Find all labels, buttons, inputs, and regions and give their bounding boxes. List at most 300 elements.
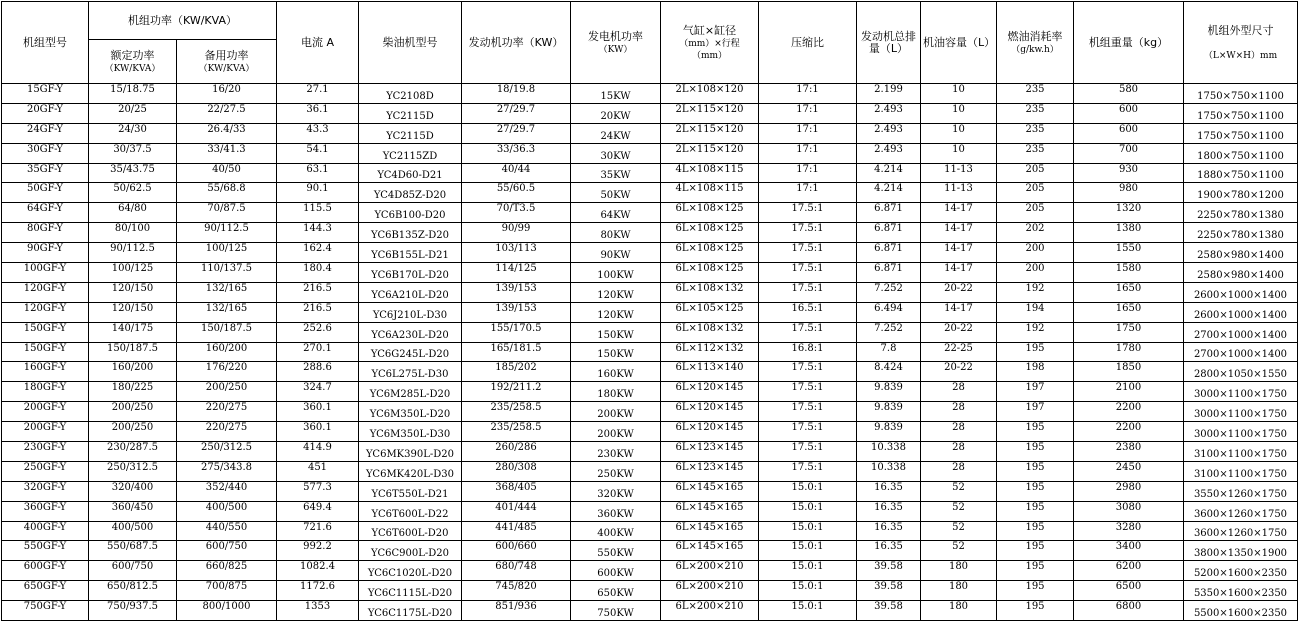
cell-alt: 20KW [571, 103, 661, 123]
cell-oil: 20-22 [921, 322, 997, 342]
cell-oil: 11-13 [921, 183, 997, 203]
cell-ratio: 17.5:1 [759, 203, 857, 223]
header-row-1 [2, 2, 1298, 40]
cell-current: 451 [277, 461, 359, 481]
table-row [2, 243, 1298, 263]
cell-engine-power: 235/258.5 [462, 422, 571, 442]
cell-engine: YC6M350L-D30 [359, 422, 462, 442]
cell-engine-power: 155/170.5 [462, 322, 571, 342]
cell-standby: 33/41.3 [177, 143, 277, 163]
cell-model: 90GF-Y [2, 243, 89, 263]
cell-alt: 64KW [571, 203, 661, 223]
cell-engine-power: 280/308 [462, 461, 571, 481]
table-row [2, 481, 1298, 501]
cell-current: 577.3 [277, 481, 359, 501]
cell-standby: 100/125 [177, 243, 277, 263]
cell-dims: 1750×750×1100 [1184, 84, 1298, 104]
table-row [2, 143, 1298, 163]
cell-model: 400GF-Y [2, 521, 89, 541]
cell-alt: 160KW [571, 362, 661, 382]
cell-current: 36.1 [277, 103, 359, 123]
cell-bore: 6L×120×145 [661, 402, 759, 422]
cell-engine: YC2115D [359, 103, 462, 123]
cell-engine-power: 680/748 [462, 561, 571, 581]
cell-current: 27.1 [277, 84, 359, 104]
cell-weight: 1320 [1074, 203, 1184, 223]
cell-standby: 700/875 [177, 581, 277, 601]
cell-alt: 35KW [571, 163, 661, 183]
cell-alt: 650KW [571, 581, 661, 601]
cell-ratio: 17.5:1 [759, 382, 857, 402]
cell-standby: 16/20 [177, 84, 277, 104]
cell-standby: 200/250 [177, 382, 277, 402]
cell-model: 550GF-Y [2, 541, 89, 561]
cell-engine: YC6A210L-D20 [359, 282, 462, 302]
cell-dims: 5200×1600×2350 [1184, 561, 1298, 581]
cell-oil: 180 [921, 581, 997, 601]
cell-disp: 10.338 [857, 442, 921, 462]
cell-standby: 22/27.5 [177, 103, 277, 123]
cell-model: 35GF-Y [2, 163, 89, 183]
header-current: 电流 A [277, 2, 359, 84]
cell-dims: 2600×1000×1400 [1184, 282, 1298, 302]
cell-oil: 28 [921, 402, 997, 422]
cell-engine: YC2115ZD [359, 143, 462, 163]
cell-disp: 2.199 [857, 84, 921, 104]
cell-engine: YC6B170L-D20 [359, 263, 462, 283]
cell-fuel: 195 [997, 601, 1074, 621]
cell-oil: 22-25 [921, 342, 997, 362]
cell-bore: 6L×108×125 [661, 263, 759, 283]
header-model: 机组型号 [2, 2, 89, 84]
cell-weight: 1650 [1074, 302, 1184, 322]
cell-oil: 52 [921, 541, 997, 561]
cell-fuel: 195 [997, 422, 1074, 442]
cell-bore: 6L×120×145 [661, 422, 759, 442]
cell-oil: 28 [921, 442, 997, 462]
cell-disp: 16.35 [857, 481, 921, 501]
cell-ratio: 17:1 [759, 163, 857, 183]
cell-ratio: 17:1 [759, 84, 857, 104]
cell-ratio: 15.0:1 [759, 521, 857, 541]
cell-oil: 14-17 [921, 203, 997, 223]
cell-engine: YC6L275L-D30 [359, 362, 462, 382]
cell-bore: 6L×145×165 [661, 481, 759, 501]
cell-dims: 1880×750×1100 [1184, 163, 1298, 183]
cell-engine: YC6MK420L-D30 [359, 461, 462, 481]
cell-current: 162.4 [277, 243, 359, 263]
cell-rated: 120/150 [89, 302, 177, 322]
cell-model: 120GF-Y [2, 302, 89, 322]
cell-current: 1353 [277, 601, 359, 621]
cell-engine: YC6C1175L-D20 [359, 601, 462, 621]
cell-ratio: 17.5:1 [759, 402, 857, 422]
cell-fuel: 205 [997, 163, 1074, 183]
cell-bore: 2L×108×120 [661, 84, 759, 104]
cell-fuel: 192 [997, 322, 1074, 342]
cell-dims: 3000×1100×1750 [1184, 382, 1298, 402]
table-row [2, 342, 1298, 362]
cell-standby: 352/440 [177, 481, 277, 501]
cell-fuel: 197 [997, 402, 1074, 422]
cell-engine: YC2108D [359, 84, 462, 104]
cell-alt: 200KW [571, 402, 661, 422]
cell-dims: 1800×750×1100 [1184, 143, 1298, 163]
header-engine-power: 发动机功率（KW） [462, 2, 571, 84]
cell-weight: 2200 [1074, 422, 1184, 442]
cell-rated: 250/312.5 [89, 461, 177, 481]
cell-bore: 6L×120×145 [661, 382, 759, 402]
cell-dims: 3000×1100×1750 [1184, 402, 1298, 422]
cell-fuel: 194 [997, 302, 1074, 322]
table-row [2, 84, 1298, 104]
cell-bore: 6L×108×132 [661, 282, 759, 302]
cell-disp: 6.871 [857, 223, 921, 243]
cell-bore: 6L×105×125 [661, 302, 759, 322]
cell-dims: 2800×1050×1550 [1184, 362, 1298, 382]
cell-disp: 16.35 [857, 541, 921, 561]
header-standby-power: 备用功率 （KW/KVA） [177, 40, 277, 84]
cell-current: 1172.6 [277, 581, 359, 601]
cell-rated: 30/37.5 [89, 143, 177, 163]
cell-weight: 1780 [1074, 342, 1184, 362]
table-row [2, 442, 1298, 462]
cell-fuel: 205 [997, 183, 1074, 203]
cell-weight: 930 [1074, 163, 1184, 183]
header-compression: 压缩比 [759, 2, 857, 84]
cell-weight: 6500 [1074, 581, 1184, 601]
cell-ratio: 17.5:1 [759, 263, 857, 283]
cell-engine-power: 40/44 [462, 163, 571, 183]
cell-engine-power: 27/29.7 [462, 103, 571, 123]
table-row [2, 362, 1298, 382]
table-row [2, 223, 1298, 243]
header-weight: 机组重量（kg） [1074, 2, 1184, 84]
cell-model: 600GF-Y [2, 561, 89, 581]
cell-dims: 3100×1100×1750 [1184, 461, 1298, 481]
cell-current: 649.4 [277, 501, 359, 521]
cell-rated: 15/18.75 [89, 84, 177, 104]
cell-alt: 360KW [571, 501, 661, 521]
cell-weight: 600 [1074, 103, 1184, 123]
cell-current: 43.3 [277, 123, 359, 143]
cell-fuel: 205 [997, 203, 1074, 223]
cell-standby: 150/187.5 [177, 322, 277, 342]
table-row [2, 183, 1298, 203]
cell-fuel: 195 [997, 521, 1074, 541]
cell-disp: 7.8 [857, 342, 921, 362]
table-row [2, 402, 1298, 422]
cell-alt: 600KW [571, 561, 661, 581]
cell-alt: 750KW [571, 601, 661, 621]
cell-rated: 100/125 [89, 263, 177, 283]
cell-oil: 14-17 [921, 223, 997, 243]
cell-dims: 2250×780×1380 [1184, 223, 1298, 243]
cell-rated: 750/937.5 [89, 601, 177, 621]
cell-weight: 3080 [1074, 501, 1184, 521]
cell-oil: 11-13 [921, 163, 997, 183]
cell-model: 750GF-Y [2, 601, 89, 621]
cell-engine: YC6M285L-D20 [359, 382, 462, 402]
cell-bore: 6L×123×145 [661, 442, 759, 462]
cell-ratio: 15.0:1 [759, 601, 857, 621]
cell-ratio: 16.5:1 [759, 302, 857, 322]
cell-alt: 550KW [571, 541, 661, 561]
cell-engine: YC6C1115L-D20 [359, 581, 462, 601]
cell-model: 80GF-Y [2, 223, 89, 243]
cell-dims: 2580×980×1400 [1184, 263, 1298, 283]
header-engine-model: 柴油机型号 [359, 2, 462, 84]
cell-bore: 6L×112×132 [661, 342, 759, 362]
cell-engine: YC6M350L-D20 [359, 402, 462, 422]
cell-oil: 180 [921, 561, 997, 581]
cell-oil: 10 [921, 123, 997, 143]
cell-standby: 132/165 [177, 302, 277, 322]
table-row [2, 541, 1298, 561]
cell-dims: 1750×750×1100 [1184, 123, 1298, 143]
table-row [2, 561, 1298, 581]
cell-alt: 50KW [571, 183, 661, 203]
cell-model: 100GF-Y [2, 263, 89, 283]
table-body [2, 84, 1298, 621]
cell-alt: 120KW [571, 302, 661, 322]
table-row [2, 163, 1298, 183]
cell-oil: 180 [921, 601, 997, 621]
cell-engine: YC6T550L-D21 [359, 481, 462, 501]
cell-fuel: 195 [997, 461, 1074, 481]
cell-alt: 90KW [571, 243, 661, 263]
cell-ratio: 15.0:1 [759, 581, 857, 601]
cell-standby: 800/1000 [177, 601, 277, 621]
cell-rated: 90/112.5 [89, 243, 177, 263]
cell-rated: 150/187.5 [89, 342, 177, 362]
cell-dims: 2600×1000×1400 [1184, 302, 1298, 322]
table-row [2, 203, 1298, 223]
cell-ratio: 17.5:1 [759, 322, 857, 342]
cell-weight: 1850 [1074, 362, 1184, 382]
cell-weight: 980 [1074, 183, 1184, 203]
cell-weight: 3280 [1074, 521, 1184, 541]
cell-bore: 2L×115×120 [661, 143, 759, 163]
cell-weight: 700 [1074, 143, 1184, 163]
header-power-group: 机组功率（KW/KVA） [89, 2, 277, 40]
cell-ratio: 17:1 [759, 103, 857, 123]
cell-disp: 6.871 [857, 263, 921, 283]
cell-engine-power: 165/181.5 [462, 342, 571, 362]
cell-model: 24GF-Y [2, 123, 89, 143]
cell-ratio: 17.5:1 [759, 223, 857, 243]
cell-rated: 360/450 [89, 501, 177, 521]
cell-current: 180.4 [277, 263, 359, 283]
cell-alt: 400KW [571, 521, 661, 541]
cell-oil: 28 [921, 461, 997, 481]
cell-disp: 6.494 [857, 302, 921, 322]
cell-ratio: 15.0:1 [759, 501, 857, 521]
cell-bore: 4L×108×115 [661, 163, 759, 183]
table-row [2, 263, 1298, 283]
cell-current: 288.6 [277, 362, 359, 382]
cell-bore: 6L×200×210 [661, 561, 759, 581]
cell-oil: 52 [921, 481, 997, 501]
cell-standby: 250/312.5 [177, 442, 277, 462]
cell-engine-power: 70/T3.5 [462, 203, 571, 223]
cell-disp: 2.493 [857, 143, 921, 163]
cell-current: 216.5 [277, 302, 359, 322]
cell-bore: 6L×108×125 [661, 223, 759, 243]
cell-disp: 39.58 [857, 581, 921, 601]
cell-ratio: 17.5:1 [759, 282, 857, 302]
cell-oil: 28 [921, 382, 997, 402]
cell-disp: 16.35 [857, 501, 921, 521]
cell-fuel: 195 [997, 501, 1074, 521]
cell-ratio: 15.0:1 [759, 541, 857, 561]
cell-alt: 24KW [571, 123, 661, 143]
cell-rated: 600/750 [89, 561, 177, 581]
cell-rated: 160/200 [89, 362, 177, 382]
header-rated-power: 额定功率 （KW/KVA） [89, 40, 177, 84]
cell-engine-power: 745/820 [462, 581, 571, 601]
cell-current: 252.6 [277, 322, 359, 342]
cell-weight: 6800 [1074, 601, 1184, 621]
cell-oil: 28 [921, 422, 997, 442]
table-row [2, 123, 1298, 143]
cell-fuel: 235 [997, 84, 1074, 104]
cell-ratio: 17.5:1 [759, 362, 857, 382]
cell-engine-power: 103/113 [462, 243, 571, 263]
cell-bore: 6L×108×132 [661, 322, 759, 342]
cell-engine-power: 401/444 [462, 501, 571, 521]
cell-rated: 400/500 [89, 521, 177, 541]
cell-rated: 35/43.75 [89, 163, 177, 183]
cell-current: 54.1 [277, 143, 359, 163]
cell-engine-power: 139/153 [462, 282, 571, 302]
cell-standby: 275/343.8 [177, 461, 277, 481]
cell-standby: 660/825 [177, 561, 277, 581]
cell-dims: 5500×1600×2350 [1184, 601, 1298, 621]
cell-bore: 6L×145×165 [661, 501, 759, 521]
cell-alt: 120KW [571, 282, 661, 302]
cell-standby: 600/750 [177, 541, 277, 561]
cell-alt: 150KW [571, 322, 661, 342]
cell-engine: YC6A230L-D20 [359, 322, 462, 342]
cell-alt: 15KW [571, 84, 661, 104]
cell-dims: 2580×980×1400 [1184, 243, 1298, 263]
cell-disp: 7.252 [857, 322, 921, 342]
cell-fuel: 202 [997, 223, 1074, 243]
cell-alt: 80KW [571, 223, 661, 243]
cell-engine: YC6MK390L-D20 [359, 442, 462, 462]
cell-weight: 3400 [1074, 541, 1184, 561]
cell-standby: 160/200 [177, 342, 277, 362]
cell-engine-power: 185/202 [462, 362, 571, 382]
table-row [2, 581, 1298, 601]
cell-oil: 20-22 [921, 282, 997, 302]
cell-disp: 4.214 [857, 163, 921, 183]
cell-fuel: 195 [997, 541, 1074, 561]
cell-standby: 440/550 [177, 521, 277, 541]
cell-standby: 90/112.5 [177, 223, 277, 243]
cell-rated: 200/250 [89, 402, 177, 422]
cell-bore: 6L×108×125 [661, 243, 759, 263]
cell-bore: 6L×145×165 [661, 521, 759, 541]
cell-ratio: 17.5:1 [759, 243, 857, 263]
cell-engine: YC6B100-D20 [359, 203, 462, 223]
cell-model: 64GF-Y [2, 203, 89, 223]
cell-disp: 9.839 [857, 402, 921, 422]
cell-ratio: 17:1 [759, 143, 857, 163]
cell-disp: 8.424 [857, 362, 921, 382]
cell-alt: 230KW [571, 442, 661, 462]
cell-alt: 180KW [571, 382, 661, 402]
cell-rated: 320/400 [89, 481, 177, 501]
cell-model: 150GF-Y [2, 342, 89, 362]
cell-fuel: 235 [997, 123, 1074, 143]
cell-model: 200GF-Y [2, 422, 89, 442]
cell-ratio: 17:1 [759, 123, 857, 143]
cell-rated: 24/30 [89, 123, 177, 143]
cell-standby: 400/500 [177, 501, 277, 521]
cell-standby: 70/87.5 [177, 203, 277, 223]
cell-standby: 40/50 [177, 163, 277, 183]
cell-rated: 140/175 [89, 322, 177, 342]
cell-alt: 150KW [571, 342, 661, 362]
table-row [2, 501, 1298, 521]
cell-engine-power: 600/660 [462, 541, 571, 561]
table-row [2, 103, 1298, 123]
cell-engine-power: 441/485 [462, 521, 571, 541]
cell-model: 15GF-Y [2, 84, 89, 104]
cell-oil: 20-22 [921, 362, 997, 382]
cell-rated: 20/25 [89, 103, 177, 123]
cell-alt: 250KW [571, 461, 661, 481]
cell-fuel: 200 [997, 243, 1074, 263]
cell-ratio: 17:1 [759, 183, 857, 203]
cell-fuel: 200 [997, 263, 1074, 283]
cell-fuel: 195 [997, 561, 1074, 581]
cell-engine-power: 18/19.8 [462, 84, 571, 104]
cell-weight: 6200 [1074, 561, 1184, 581]
cell-rated: 230/287.5 [89, 442, 177, 462]
cell-engine-power: 368/405 [462, 481, 571, 501]
cell-rated: 550/687.5 [89, 541, 177, 561]
cell-current: 992.2 [277, 541, 359, 561]
cell-engine-power: 851/936 [462, 601, 571, 621]
header-displacement: 发动机总排量（L） [857, 2, 921, 84]
cell-bore: 2L×115×120 [661, 103, 759, 123]
cell-current: 721.6 [277, 521, 359, 541]
cell-weight: 2980 [1074, 481, 1184, 501]
cell-current: 270.1 [277, 342, 359, 362]
cell-disp: 10.338 [857, 461, 921, 481]
cell-engine-power: 192/211.2 [462, 382, 571, 402]
cell-weight: 2100 [1074, 382, 1184, 402]
cell-model: 120GF-Y [2, 282, 89, 302]
cell-disp: 9.839 [857, 422, 921, 442]
cell-weight: 1580 [1074, 263, 1184, 283]
cell-model: 20GF-Y [2, 103, 89, 123]
cell-ratio: 15.0:1 [759, 481, 857, 501]
cell-fuel: 197 [997, 382, 1074, 402]
cell-weight: 1380 [1074, 223, 1184, 243]
cell-fuel: 235 [997, 103, 1074, 123]
cell-disp: 6.871 [857, 203, 921, 223]
cell-rated: 64/80 [89, 203, 177, 223]
cell-standby: 55/68.8 [177, 183, 277, 203]
table-row [2, 521, 1298, 541]
cell-dims: 3800×1350×1900 [1184, 541, 1298, 561]
cell-engine-power: 114/125 [462, 263, 571, 283]
cell-bore: 6L×108×125 [661, 203, 759, 223]
